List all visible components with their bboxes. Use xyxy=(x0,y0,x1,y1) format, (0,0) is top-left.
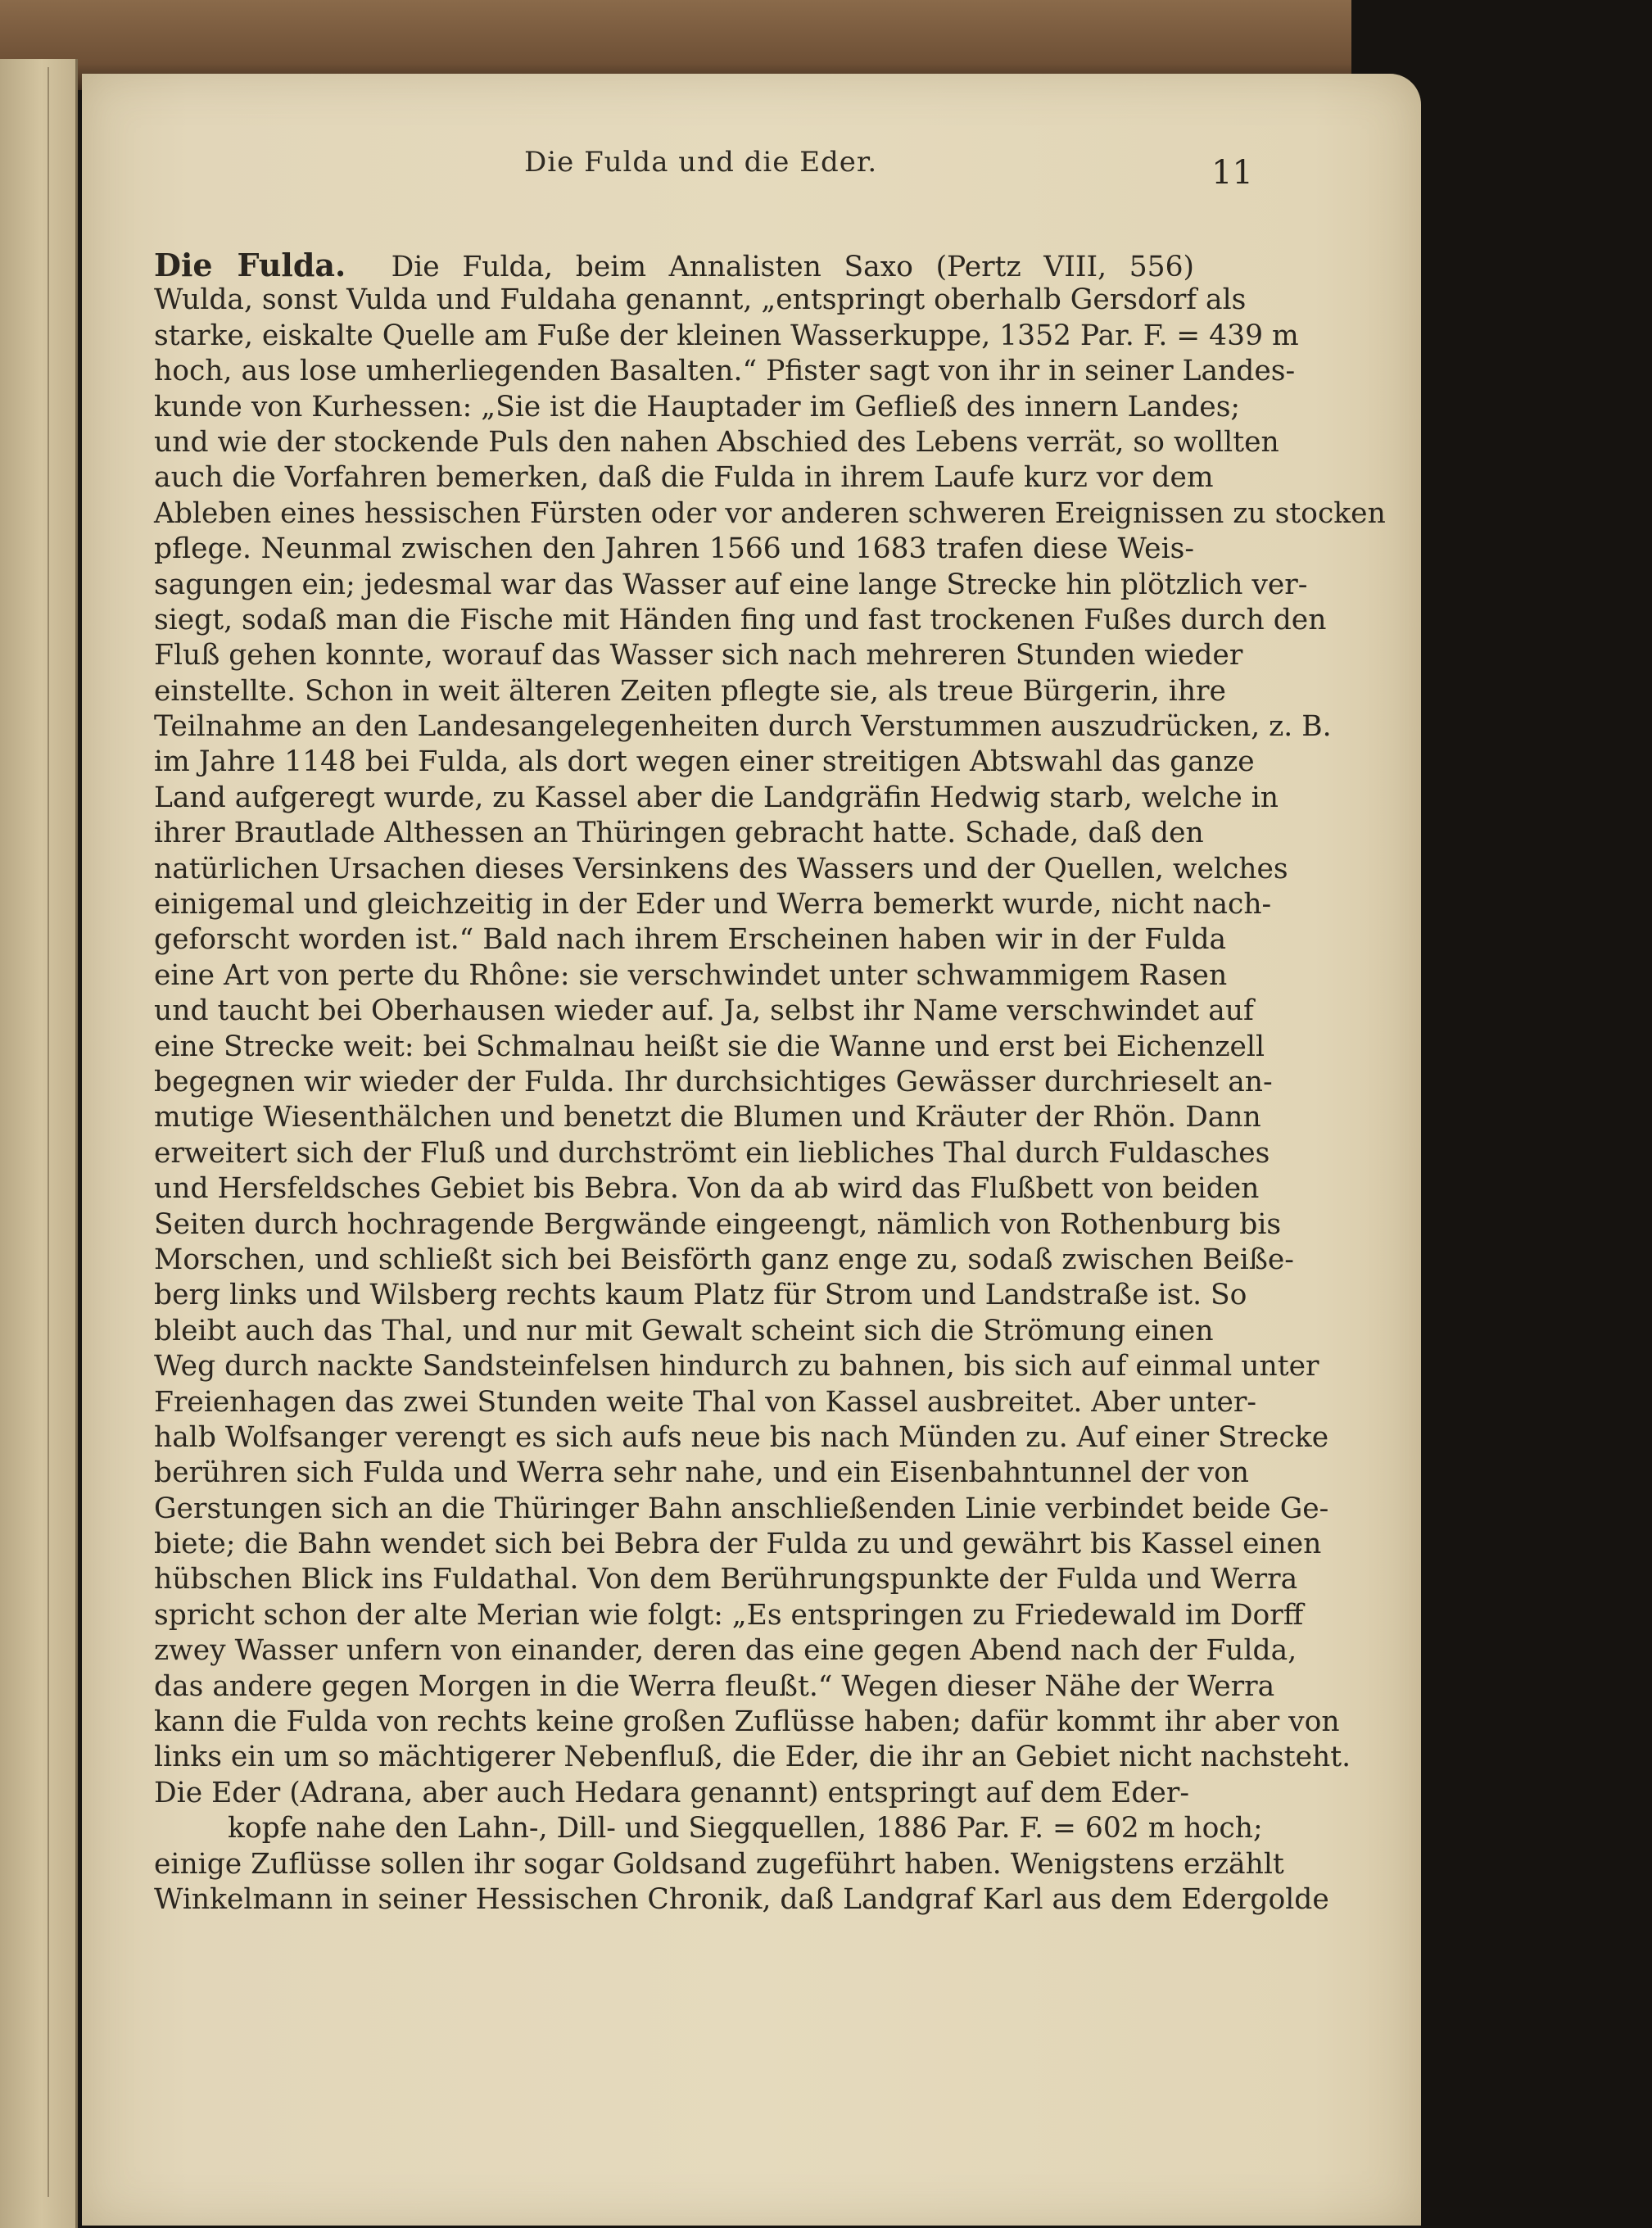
text-line: und Hersfeldsches Gebiet bis Bebra. Von da ab wird das Flußbett von beiden xyxy=(154,1172,1260,1206)
text-line: kopfe nahe den Lahn-, Dill- und Siegquellen, 1886 Par. F. = 602 m hoch; xyxy=(228,1812,1263,1845)
text-line-content: Die Fulda, beim Annalisten Saxo (Pertz VIII, 556) xyxy=(391,251,1195,283)
text-line: biete; die Bahn wendet sich bei Bebra der Fulda zu und gewährt bis Kassel einen xyxy=(154,1528,1322,1561)
text-line: eine Strecke weit: bei Schmalnau heißt sie die Wanne und erst bei Eichenzell xyxy=(154,1030,1265,1063)
text-line: bleibt auch das Thal, und nur mit Gewalt scheint sich die Strömung einen xyxy=(154,1314,1214,1347)
text-line: einigemal und gleichzeitig in der Eder und Werra bemerkt wurde, nicht nach- xyxy=(154,888,1272,922)
text-line: im Jahre 1148 bei Fulda, als dort wegen einer streitigen Abtswahl das ganze xyxy=(154,745,1255,779)
section-title: Die Fulda. xyxy=(154,247,346,283)
text-line: natürlichen Ursachen dieses Versinkens des Wassers und der Quellen, welches xyxy=(154,852,1288,885)
text-line: sagungen ein; jedesmal war das Wasser auf eine lange Strecke hin plötzlich ver- xyxy=(154,568,1308,601)
text-line: und wie der stockende Puls den nahen Abschied des Lebens verrät, so wollten xyxy=(154,425,1279,459)
text-line: geforscht worden ist.“ Bald nach ihrem Erscheinen haben wir in der Fulda xyxy=(154,923,1227,957)
text-line: zwey Wasser unfern von einander, deren das eine gegen Abend nach der Fulda, xyxy=(154,1634,1297,1668)
text-line: hübschen Blick ins Fuldathal. Von dem Berührungspunkte der Fulda und Werra xyxy=(154,1563,1298,1596)
text-line: siegt, sodaß man die Fische mit Händen fing und fast trockenen Fußes durch den xyxy=(154,603,1327,636)
text-line: mutige Wiesenthälchen und benetzt die Blumen und Kräuter der Rhön. Dann xyxy=(154,1101,1261,1134)
text-line xyxy=(154,247,1194,283)
text-line: spricht schon der alte Merian wie folgt: „Es entspringen zu Friedewald im Dorff xyxy=(154,1598,1304,1632)
page-number: 11 xyxy=(1211,154,1253,192)
text-line: Ableben eines hessischen Fürsten oder vor anderen schweren Ereignissen zu stocken xyxy=(154,496,1386,530)
text-line: einstellte. Schon in weit älteren Zeiten pflegte sie, als treue Bürgerin, ihre xyxy=(154,674,1226,708)
running-head: Die Fulda und die Eder. xyxy=(524,146,878,179)
text-line: berg links und Wilsberg rechts kaum Platz für Strom und Landstraße ist. So xyxy=(154,1279,1247,1312)
text-line: Weg durch nackte Sandsteinfelsen hindurch zu bahnen, bis sich auf einmal unter xyxy=(154,1350,1319,1383)
text-line: Teilnahme an den Landesangelegenheiten durch Verstummen auszudrücken, z. B. xyxy=(154,710,1332,744)
text-line: erweitert sich der Fluß und durchströmt ein liebliches Thal durch Fuldasches xyxy=(154,1136,1270,1170)
book-page xyxy=(82,74,1421,2226)
text-line: hoch, aus lose umherliegenden Basalten.“ Pfister sagt von ihr in seiner Landes- xyxy=(154,355,1296,388)
text-line xyxy=(154,1918,1194,1953)
text-line: halb Wolfsanger verengt es sich aufs neue bis nach Münden zu. Auf einer Strecke xyxy=(154,1420,1329,1454)
text-line: pflege. Neunmal zwischen den Jahren 1566 und 1683 trafen diese Weis- xyxy=(154,532,1194,566)
text-line: Freienhagen das zwei Stunden weite Thal von Kassel ausbreitet. Aber unter- xyxy=(154,1385,1257,1419)
page-fold-line xyxy=(48,67,49,2197)
text-line: Morschen, und schließt sich bei Beisförth ganz enge zu, sodaß zwischen Beiße- xyxy=(154,1243,1294,1276)
text-line: kunde von Kurhessen: „Sie ist die Hauptader im Gefließ des innern Landes; xyxy=(154,390,1241,423)
text-line: ihrer Brautlade Althessen an Thüringen gebracht hatte. Schade, daß den xyxy=(154,817,1204,850)
text-line: und taucht bei Oberhausen wieder auf. Ja, selbst ihr Name verschwindet auf xyxy=(154,994,1254,1028)
text-line: begegnen wir wieder der Fulda. Ihr durchsichtiges Gewässer durchrieselt an- xyxy=(154,1065,1273,1098)
text-line: Winkelmann in seiner Hessischen Chronik, daß Landgraf Karl aus dem Edergolde xyxy=(154,1882,1329,1916)
text-line: einige Zuflüsse sollen ihr sogar Goldsand zugeführt haben. Wenigstens erzählt xyxy=(154,1847,1284,1881)
body-text xyxy=(154,247,1386,1954)
text-line: links ein um so mächtigerer Nebenfluß, die Eder, die ihr an Gebiet nicht nachsteht. xyxy=(154,1741,1351,1774)
text-line: Die Eder (Adrana, aber auch Hedara genannt) entspringt auf dem Eder- xyxy=(154,1776,1189,1809)
text-line: starke, eiskalte Quelle am Fuße der kleinen Wasserkuppe, 1352 Par. F. = 439 m xyxy=(154,319,1299,352)
text-line: auch die Vorfahren bemerken, daß die Fulda in ihrem Laufe kurz vor dem xyxy=(154,461,1214,495)
text-line: kann die Fulda von rechts keine großen Zuflüsse haben; dafür kommt ihr aber von xyxy=(154,1705,1340,1739)
text-line: das andere gegen Morgen in die Werra fleußt.“ Wegen dieser Nähe der Werra xyxy=(154,1669,1275,1703)
text-line: Land aufgeregt wurde, zu Kassel aber die Landgräfin Hedwig starb, welche in xyxy=(154,781,1279,814)
text-line: eine Art von perte du Rhône: sie verschwindet unter schwammigem Rasen xyxy=(154,958,1228,992)
left-page-edge xyxy=(0,59,78,2228)
text-line: Gerstungen sich an die Thüringer Bahn anschließenden Linie verbindet beide Ge- xyxy=(154,1492,1329,1525)
text-line: Fluß gehen konnte, worauf das Wasser sich nach mehreren Stunden wieder xyxy=(154,639,1243,672)
text-line: Wulda, sonst Vulda und Fuldaha genannt, „entspringt oberhalb Gersdorf als xyxy=(154,283,1247,317)
text-line: berühren sich Fulda und Werra sehr nahe, und ein Eisenbahntunnel der von xyxy=(154,1456,1249,1490)
text-line: Seiten durch hochragende Bergwände eingeengt, nämlich von Rothenburg bis xyxy=(154,1207,1282,1241)
